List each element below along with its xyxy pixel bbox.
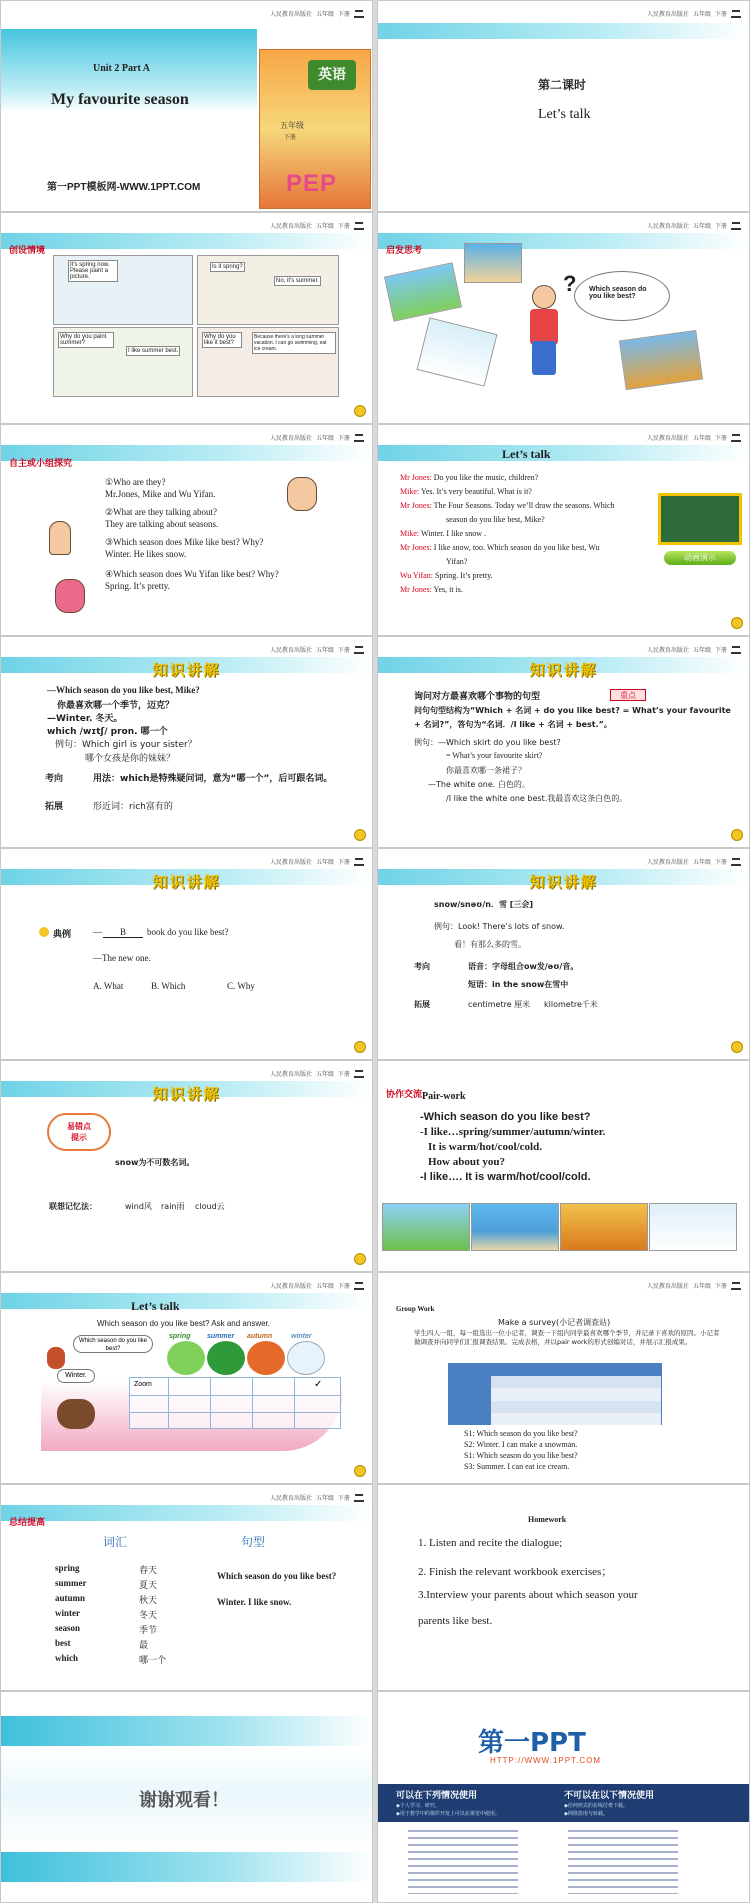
uncountable-note: snow为不可数名词。 xyxy=(115,1158,195,1167)
cyan-band xyxy=(378,23,749,39)
check-mark-icon: ✓ xyxy=(314,1379,323,1390)
top-band xyxy=(1,1716,372,1746)
pin-icon xyxy=(354,1253,366,1265)
phrase-note: 短语：in the snow在雪中 xyxy=(468,980,569,989)
example-answer: —Winter. 冬天。 xyxy=(47,714,123,724)
practice-line-4: How about you? xyxy=(428,1156,506,1168)
extension-word-1: centimetre 厘米 xyxy=(468,1000,531,1009)
slide-17[interactable] xyxy=(0,1691,373,1903)
survey-title: Make a survey(小记者调查站) xyxy=(498,1318,611,1327)
link-list-right[interactable] xyxy=(568,1830,678,1894)
speaker-name: Mr Jones: xyxy=(400,501,432,510)
vocab-word: winter xyxy=(55,1608,80,1618)
slide-6[interactable] xyxy=(377,424,750,636)
option-c[interactable]: C. Why xyxy=(227,981,255,991)
site-watermark: 第一PPT模板网-WWW.1PPT.COM xyxy=(47,182,201,193)
example-3: 你最喜欢哪一条裙子？ xyxy=(446,766,526,775)
spring-tree-icon xyxy=(167,1341,205,1375)
slide-3[interactable] xyxy=(0,212,373,424)
slide-header: 人民教育出版社 五年级 下册 xyxy=(647,9,741,18)
practice-line-2: -I like…spring/summer/autumn/winter. xyxy=(420,1126,606,1138)
sentence-pattern-1: Which season do you like best? xyxy=(217,1571,337,1581)
pair-work-label: Pair-work xyxy=(422,1091,466,1102)
slide-title: Let’s talk xyxy=(131,1299,180,1313)
lets-talk-label: Let’s talk xyxy=(538,107,591,122)
publisher-logo-icon xyxy=(354,9,364,18)
pin-icon xyxy=(354,1041,366,1053)
speech-text: I like snow, too. Which season do you like best, Wu xyxy=(431,543,600,552)
example-sentence: 例句：Look! There’s lots of snow. xyxy=(434,922,565,931)
slide-11[interactable] xyxy=(0,1060,373,1272)
pin-icon xyxy=(354,829,366,841)
answer-2: They are talking about seasons. xyxy=(105,519,219,529)
dialogue-line-1: S1: Which season do you like best? xyxy=(464,1429,578,1438)
question-1: ①Who are they? xyxy=(105,477,166,487)
related-word-3: cloud云 xyxy=(195,1202,225,1211)
homework-item-3: 3.Interview your parents about which season your xyxy=(418,1589,638,1601)
extension-word-2: kilometre千米 xyxy=(544,1000,598,1009)
dialogue-line-2: S2: Winter. I can make a snowman. xyxy=(464,1440,578,1449)
word-definition: which /wɪtʃ/ pron. 哪一个 xyxy=(47,727,168,737)
classroom-video-thumbnail[interactable] xyxy=(658,493,742,545)
vocab-word: best xyxy=(55,1638,71,1648)
extension-note: 形近词：rich富有的 xyxy=(93,802,173,812)
comic-panel-4: Why do you like it best? Because there’s a long summer vacation. I can go swimming, eat ice cream. xyxy=(197,327,339,397)
slide-7[interactable] xyxy=(0,636,373,848)
speech-text: season do you like best, Mike? xyxy=(446,515,545,524)
tuozhan-label: 拓展 xyxy=(414,1000,430,1009)
col-autumn: autumn xyxy=(247,1333,273,1340)
col-summer: summer xyxy=(207,1333,235,1340)
vocab-meaning: 夏天 xyxy=(139,1581,158,1591)
survey-grid xyxy=(129,1377,341,1429)
allowed-note-2: ◆用于教学中的课件开发上可以在课堂中使用。 xyxy=(396,1811,500,1817)
mr-jones-avatar xyxy=(287,477,317,511)
slide-16[interactable] xyxy=(377,1484,750,1691)
winter-tree-icon xyxy=(287,1341,325,1375)
autumn-photo xyxy=(619,330,703,390)
speaker-name: Mr Jones: xyxy=(400,585,432,594)
textbook-cover-image: 英语 五年级 下册 PEP xyxy=(259,49,371,209)
speech-text: Yifan? xyxy=(446,557,468,566)
dialogue-line xyxy=(400,501,615,510)
summer-photo xyxy=(464,243,522,283)
dialogue-line-4: S3: Summer. I can eat ice cream. xyxy=(464,1462,570,1471)
question-dash: — xyxy=(93,927,102,937)
vocab-word: season xyxy=(55,1623,81,1633)
publisher-logo-icon xyxy=(354,1281,364,1290)
speaker-name: Wu Yifan: xyxy=(400,571,433,580)
speech-text: Winter. I like snow . xyxy=(419,529,486,538)
slide-4[interactable] xyxy=(377,212,750,424)
mike-avatar xyxy=(49,521,71,555)
dialogue-line xyxy=(400,487,532,496)
example-translation: 你最喜欢哪一个季节，迈克？ xyxy=(57,701,175,711)
answer-1: Mr.Jones, Mike and Wu Yifan. xyxy=(105,489,216,499)
thought-bubble: Which season do you like best? xyxy=(574,271,670,321)
dialogue-line xyxy=(400,543,600,552)
slide-14[interactable] xyxy=(377,1272,750,1484)
vocabulary-heading: 词汇 xyxy=(103,1535,128,1549)
kaoxiang-label: 考向 xyxy=(45,774,64,784)
slide-1[interactable] xyxy=(0,0,373,212)
survey-description: 学生四人一组，每一组选出一位小记者，调查一下组内同学最喜欢哪个季节，并记录下喜欢的原因。小记者做调查并向同学们汇报调查结果。完成表格，并以pair work的形式创编对话，并展示汇报成果。 xyxy=(414,1329,720,1346)
sentence-pattern-2: Winter. I like snow. xyxy=(217,1597,292,1607)
wu-yifan-avatar xyxy=(55,579,85,613)
slide-header: 人民教育出版社 五年级 下册 xyxy=(270,1281,364,1290)
question-text: book do you like best? xyxy=(147,927,229,937)
survey-table xyxy=(448,1363,662,1425)
dialogue-line xyxy=(400,473,538,482)
pin-icon xyxy=(354,405,366,417)
practice-line-1: -Which season do you like best? xyxy=(420,1111,591,1123)
boy-thinking-image xyxy=(526,285,560,385)
question-3: ③Which season does Mike like best? Why? xyxy=(105,537,264,547)
sentence-heading: 句型 xyxy=(241,1535,266,1549)
vocab-word: summer xyxy=(55,1578,87,1588)
autumn-photo xyxy=(560,1203,648,1251)
example-sentence: 例句：Which girl is your sister？ xyxy=(55,740,197,750)
vocab-word: which xyxy=(55,1653,79,1663)
publisher-logo-icon xyxy=(354,433,364,442)
dialogue-line xyxy=(400,529,486,538)
cyan-band xyxy=(1,1505,372,1521)
activity-instruction: Which season do you like best? Ask and answer. xyxy=(97,1319,270,1328)
vocab-meaning: 秋天 xyxy=(139,1596,158,1606)
section-tag: 协作交流 xyxy=(386,1090,423,1100)
answer-bubble: Winter. xyxy=(57,1369,95,1383)
slide-header: 人民教育出版社 五年级 下册 xyxy=(270,645,364,654)
speech-text: Yes. It’s very beautiful. What is it? xyxy=(419,487,532,496)
slide-13[interactable] xyxy=(0,1272,373,1484)
unit-label: Unit 2 Part A xyxy=(93,63,150,74)
tuozhan-label: 拓展 xyxy=(45,802,64,812)
answer-3: Winter. He likes snow. xyxy=(105,549,187,559)
publisher-logo-icon xyxy=(731,433,741,442)
publisher-logo-icon xyxy=(731,857,741,866)
cyan-band xyxy=(1,1293,372,1309)
section-tag: 创设情境 xyxy=(9,246,46,256)
speech-text: Do you like the music, children? xyxy=(431,473,539,482)
example-1: 例句：—Which skirt do you like best? xyxy=(414,738,561,747)
publisher-logo-icon xyxy=(354,857,364,866)
dialogue-line xyxy=(400,585,463,594)
example-sentence-cn: 哪个女孩是你的妹妹？ xyxy=(85,754,176,764)
spring-photo xyxy=(384,262,462,322)
example-2: = What’s your favourite skirt? xyxy=(446,751,543,760)
brand-logo: 第一PPT xyxy=(478,1728,586,1758)
slide-header: 人民教育出版社 五年级 下册 xyxy=(270,1493,364,1502)
slide-title: 知识讲解 xyxy=(529,873,598,891)
question-2: ②What are they talking about? xyxy=(105,507,218,517)
cyan-band xyxy=(378,445,749,461)
pin-icon xyxy=(731,1041,743,1053)
related-word-2: rain雨 xyxy=(161,1202,185,1211)
vocab-word: spring xyxy=(55,1563,80,1573)
slide-title: Let’s talk xyxy=(502,447,551,461)
slide-header: 人民教育出版社 五年级 下册 xyxy=(647,221,741,230)
comic-panel-2: Is it spring? No, it’s summer. xyxy=(197,255,339,325)
thanks-text: 谢谢观看！ xyxy=(139,1790,229,1811)
homework-item-2: 2. Finish the relevant workbook exercises； xyxy=(418,1566,613,1578)
example-5: /I like the white one best.我最喜欢这条白色的。 xyxy=(446,794,628,803)
reply-text: —The new one. xyxy=(93,953,151,963)
slide-header: 人民教育出版社 五年级 下册 xyxy=(647,645,741,654)
association-label: 联想记忆法： xyxy=(49,1202,97,1211)
pin-icon xyxy=(731,829,743,841)
speaker-name: Mr Jones: xyxy=(400,473,432,482)
homework-item-3-cont: parents like best. xyxy=(418,1615,493,1627)
word-entry: snow/snəʊ/n．雪 [三会] xyxy=(434,900,534,909)
bottom-band xyxy=(1,1852,372,1882)
disallowed-note-1: ◆任何形式的在线付费下载。 xyxy=(564,1803,628,1809)
publisher-logo-icon xyxy=(354,645,364,654)
section-tag: 自主或小组探究 xyxy=(9,459,73,469)
question-4: ④Which season does Wu Yifan like best? Why? xyxy=(105,569,279,579)
option-b[interactable]: B. Which xyxy=(151,981,186,991)
lightbulb-icon xyxy=(39,927,49,937)
vocab-meaning: 冬天 xyxy=(139,1611,158,1621)
vocab-meaning: 最 xyxy=(139,1641,149,1651)
play-animation-button[interactable]: 动画演示 xyxy=(664,551,736,565)
allowed-heading: 可以在下列情况使用 xyxy=(396,1791,478,1801)
slide-title: 知识讲解 xyxy=(152,1085,221,1103)
slide-title: 知识讲解 xyxy=(529,661,598,679)
publisher-logo-icon xyxy=(354,221,364,230)
cyan-band xyxy=(378,233,749,249)
pattern-line-2: + 名词?”，答句为“名词．/I like + 名词 + best.”。 xyxy=(414,720,612,729)
slide-12[interactable] xyxy=(377,1060,750,1272)
col-winter: winter xyxy=(291,1333,312,1340)
vocab-meaning: 季节 xyxy=(139,1626,158,1636)
topic-label: 询问对方最喜欢哪个事物的句型 xyxy=(414,692,541,702)
publisher-logo-icon xyxy=(731,1281,741,1290)
slide-header: 人民教育出版社 五年级 下册 xyxy=(270,1069,364,1078)
kaoxiang-label: 考向 xyxy=(414,962,430,971)
example-question: —Which season do you like best, Mike? xyxy=(47,685,200,695)
dialogue-line-3: S1: Which season do you like best? xyxy=(464,1451,578,1460)
dialogue-line xyxy=(446,515,545,524)
answer-blank[interactable]: B xyxy=(103,927,143,938)
cyan-band xyxy=(1,233,372,249)
homework-item-1: 1. Listen and recite the dialogue; xyxy=(418,1537,563,1549)
brand-url[interactable]: HTTP://WWW.1PPT.COM xyxy=(490,1756,601,1765)
row-name-zoom: Zoom xyxy=(134,1381,152,1388)
homework-title: Homework xyxy=(528,1515,567,1524)
slide-title: 知识讲解 xyxy=(152,661,221,679)
bear-image xyxy=(57,1399,95,1429)
related-word-1: wind风 xyxy=(125,1202,152,1211)
example-sentence-cn: 看！有那么多的雪。 xyxy=(454,940,526,949)
typical-example-label: 典例 xyxy=(53,930,72,940)
speaker-name: Mike: xyxy=(400,529,420,538)
dialogue-line xyxy=(446,557,467,566)
slide-title: 知识讲解 xyxy=(152,873,221,891)
key-point-badge: 重点 xyxy=(610,689,646,701)
example-4: —The white one. 白色的。 xyxy=(428,780,530,789)
speaker-name: Mr Jones: xyxy=(400,543,432,552)
winter-photo xyxy=(417,317,498,386)
speaker-name: Mike: xyxy=(400,487,420,496)
slide-header: 人民教育出版社 五年级 下册 xyxy=(647,857,741,866)
section-tag: 总结提高 xyxy=(9,1518,46,1528)
lesson-period: 第二课时 xyxy=(538,78,587,92)
slide-header: 人民教育出版社 五年级 下册 xyxy=(270,221,364,230)
lesson-title: My favourite season xyxy=(51,91,189,108)
slide-15[interactable] xyxy=(0,1484,373,1691)
dialogue-line xyxy=(400,571,493,580)
publisher-logo-icon xyxy=(731,645,741,654)
section-tag: 启发思考 xyxy=(386,246,423,256)
practice-line-3: It is warm/hot/cool/cold. xyxy=(428,1141,542,1153)
phonics-note: 语音：字母组合ow发/əʊ/音。 xyxy=(468,962,579,971)
slide-header: 人民教育出版社 五年级 下册 xyxy=(270,857,364,866)
error-tip-cloud: 易错点 提示 xyxy=(47,1113,111,1151)
vocab-word: autumn xyxy=(55,1593,86,1603)
summer-photo xyxy=(471,1203,559,1251)
allowed-note-1: ◆个人学习、研究。 xyxy=(396,1803,440,1809)
question-bubble: Which season do you like best? xyxy=(73,1335,153,1353)
spring-photo xyxy=(382,1203,470,1251)
publisher-logo-icon xyxy=(731,221,741,230)
slide-header: 人民教育出版社 五年级 下册 xyxy=(647,1281,741,1290)
slide-8[interactable] xyxy=(377,636,750,848)
option-a[interactable]: A. What xyxy=(93,981,124,991)
bird-image xyxy=(47,1347,65,1369)
publisher-logo-icon xyxy=(354,1493,364,1502)
link-list-left[interactable] xyxy=(408,1830,518,1894)
speech-text: The Four Seasons. Today we’ll draw the seasons. Which xyxy=(431,501,615,510)
question-mark-icon: ? xyxy=(563,271,577,296)
practice-line-5: -I like…. It is warm/hot/cool/cold. xyxy=(420,1171,591,1183)
slide-header: 人民教育出版社 五年级 下册 xyxy=(270,433,364,442)
speech-text: Yes, it is. xyxy=(431,585,463,594)
autumn-tree-icon xyxy=(247,1341,285,1375)
disallowed-note-2: ◆网络盗用与转载。 xyxy=(564,1811,608,1817)
pattern-line-1: 问句句型结构为“Which + 名词 + do you like best? = What’s your favourite xyxy=(414,706,731,715)
summer-tree-icon xyxy=(207,1341,245,1375)
link-list-panel xyxy=(378,1822,749,1902)
disallowed-heading: 不可以在以下情况使用 xyxy=(564,1791,655,1801)
slide-header: 人民教育出版社 五年级 下册 xyxy=(270,9,364,18)
usage-note: 用法：which是特殊疑问词，意为“哪一个”，后可跟名词。 xyxy=(93,774,333,784)
winter-photo xyxy=(649,1203,737,1251)
slide-header: 人民教育出版社 五年级 下册 xyxy=(647,433,741,442)
answer-4: Spring. It’s pretty. xyxy=(105,581,170,591)
slide-18[interactable] xyxy=(377,1691,750,1903)
vocab-meaning: 哪一个 xyxy=(139,1656,167,1666)
slide-5[interactable] xyxy=(0,424,373,636)
publisher-logo-icon xyxy=(354,1069,364,1078)
slide-9[interactable] xyxy=(0,848,373,1060)
slide-2[interactable] xyxy=(377,0,750,212)
speech-text: Spring. It’s pretty. xyxy=(432,571,493,580)
comic-panel-1: It’s spring now. Please paint a picture. xyxy=(53,255,193,325)
pin-icon xyxy=(731,617,743,629)
group-work-label: Group Work xyxy=(396,1305,435,1313)
slide-10[interactable] xyxy=(377,848,750,1060)
comic-panel-3: Why do you paint summer? I like summer best. xyxy=(53,327,193,397)
pin-icon xyxy=(354,1465,366,1477)
col-spring: spring xyxy=(169,1333,191,1340)
publisher-logo-icon xyxy=(731,9,741,18)
vocab-meaning: 春天 xyxy=(139,1566,158,1576)
